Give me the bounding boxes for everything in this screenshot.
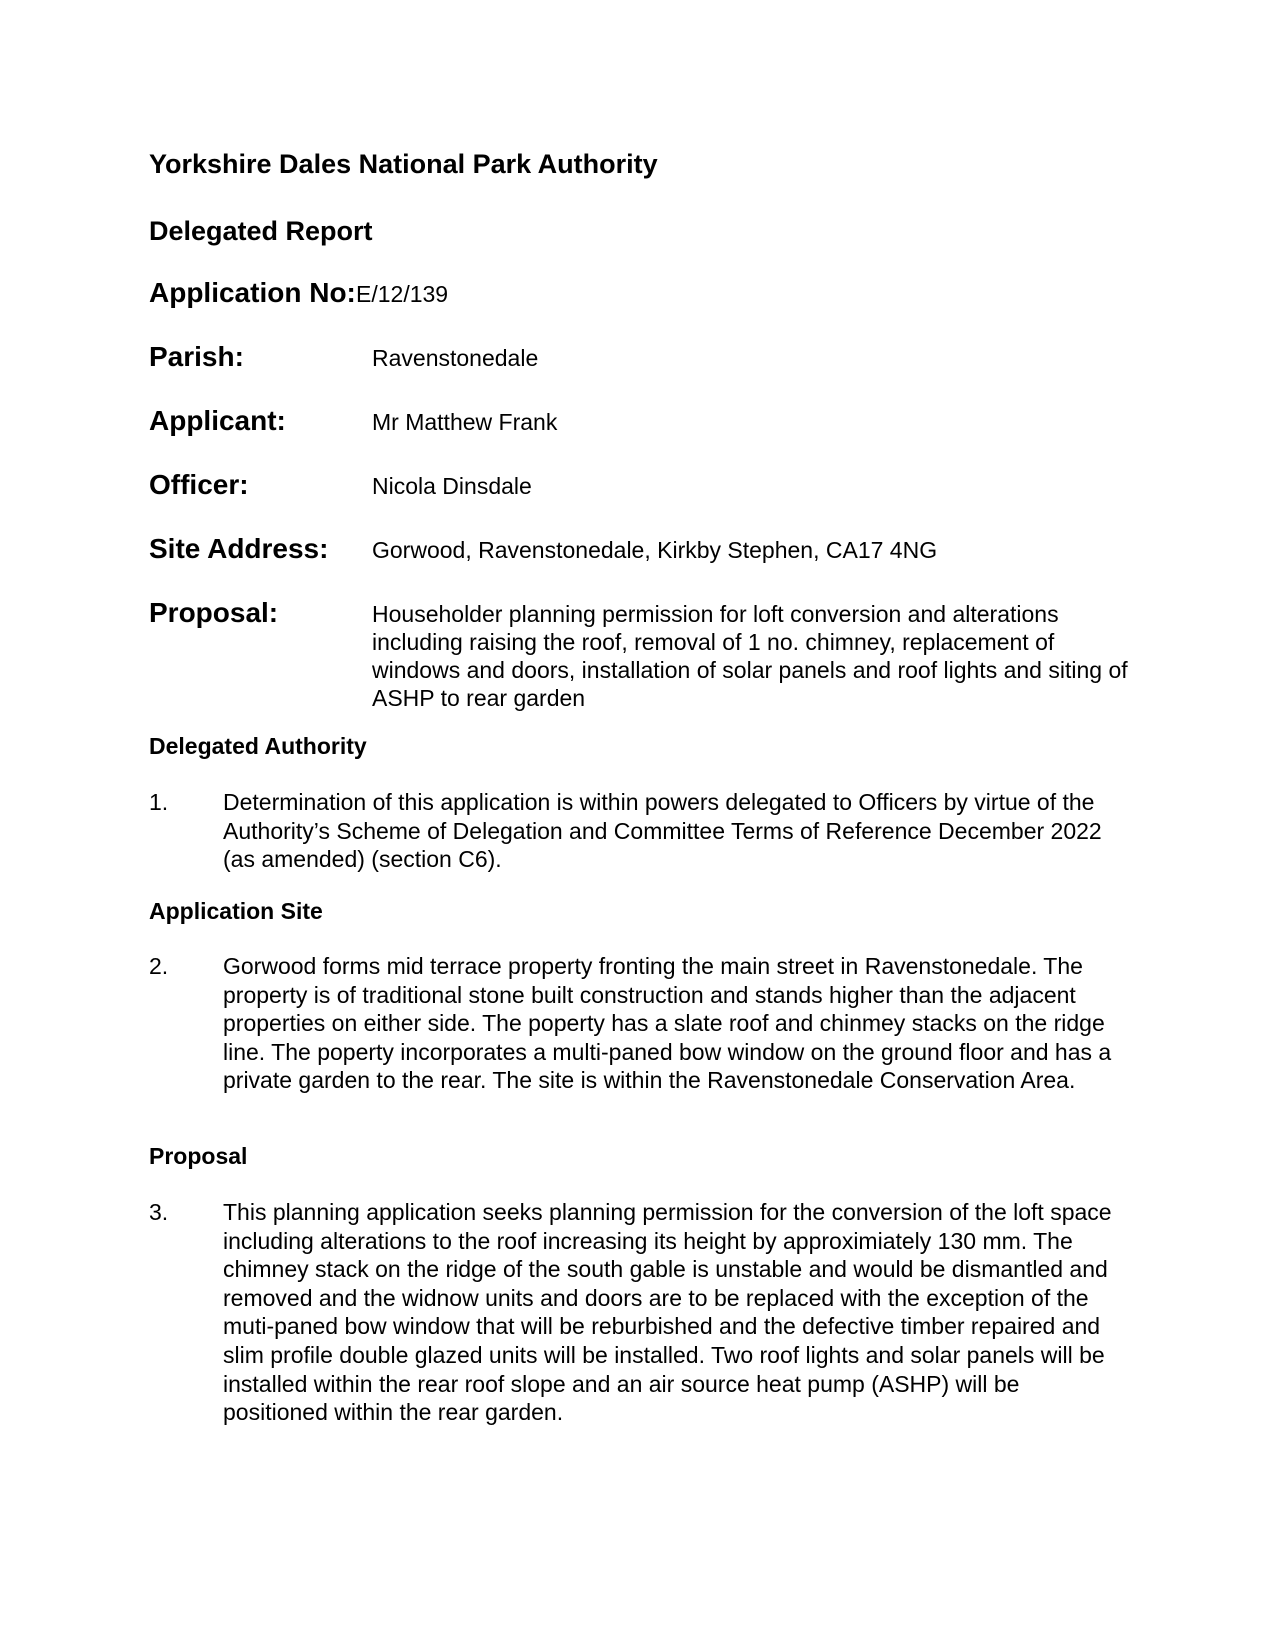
- applicant-value: Mr Matthew Frank: [372, 409, 558, 435]
- report-title: Delegated Report: [149, 216, 373, 246]
- parish-label: Parish:: [149, 341, 244, 372]
- officer-label: Officer:: [149, 469, 249, 500]
- paragraph-number: 3.: [149, 1199, 169, 1225]
- application-no-label: Application No:: [149, 277, 356, 308]
- organisation-title: Yorkshire Dales National Park Authority: [149, 149, 658, 179]
- proposal-label: Proposal:: [149, 597, 279, 628]
- section-heading-delegated-authority: Delegated Authority: [149, 733, 367, 759]
- section-heading-proposal: Proposal: [149, 1143, 248, 1169]
- section-heading-application-site: Application Site: [149, 898, 323, 924]
- parish-value: Ravenstonedale: [372, 345, 539, 371]
- paragraph-number: 2.: [149, 953, 169, 979]
- officer-value: Nicola Dinsdale: [372, 473, 532, 499]
- proposal-value: Householder planning permission for loft conversion and alterations including raising the roof, removal of 1 no. chimney, replacement of windows and doors, installation of solar panels and roof lights and siting of ASHP to rear garden: [372, 601, 1128, 711]
- site-address-label: Site Address:: [149, 533, 329, 564]
- site-address-value: Gorwood, Ravenstonedale, Kirkby Stephen, CA17 4NG: [372, 537, 938, 563]
- paragraph-number: 1.: [149, 789, 169, 815]
- paragraph-text: Gorwood forms mid terrace property fronting the main street in Ravenstonedale. The property is of traditional stone built construction and stands higher than the adjacent properties on either side. The poperty has a slate roof and chinmey stacks on the ridge line. The poperty incorporates a multi-paned bow window on the ground floor and has a private garden to the rear. The site is within the Ravenstonedale Conservation Area.: [223, 953, 1112, 1094]
- application-no-value: E/12/139: [356, 281, 449, 307]
- applicant-label: Applicant:: [149, 405, 286, 436]
- paragraph-text: Determination of this application is within powers delegated to Officers by virtue of the Authority’s Scheme of Delegation and Committee Terms of Reference December 2022 (as amended) (section C6).: [223, 789, 1102, 873]
- paragraph-text: This planning application seeks planning permission for the conversion of the loft space including alterations to the roof increasing its height by approximiately 130 mm. The chimney stack on the ridge of the south gable is unstable and would be dismantled and removed and the widnow units and doors are to be replaced with the exception of the muti-paned bow window that will be reburbished and the defective timber repaired and slim profile double glazed units will be installed. Two roof lights and solar panels will be installed within the rear roof slope and an air source heat pump (ASHP) will be positioned within the rear garden.: [223, 1199, 1112, 1426]
